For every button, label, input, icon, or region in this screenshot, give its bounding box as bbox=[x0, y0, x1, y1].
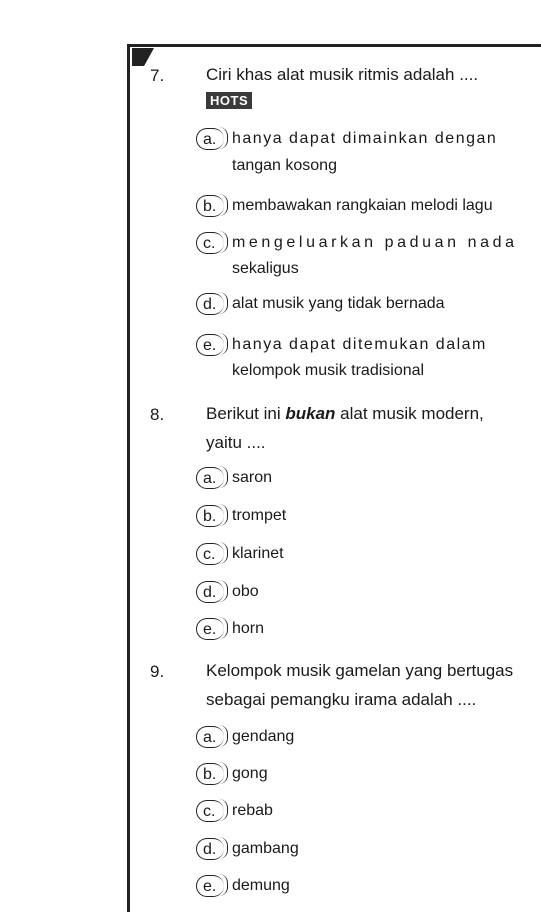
option-7c-text-cont: sekaligus bbox=[232, 260, 299, 277]
option-8d-badge[interactable]: d. bbox=[196, 581, 224, 603]
option-9d-badge[interactable]: d. bbox=[196, 838, 224, 860]
option-7c-text: mengeluarkan paduan nada bbox=[232, 234, 518, 251]
option-9e-badge[interactable]: e. bbox=[196, 875, 224, 897]
option-7b-badge[interactable]: b. bbox=[196, 195, 224, 217]
question-7-text: Ciri khas alat musik ritmis adalah .... bbox=[206, 65, 479, 84]
option-7a-text: hanya dapat dimainkan dengan bbox=[232, 130, 498, 147]
option-7d-text: alat musik yang tidak bernada bbox=[232, 295, 445, 312]
option-8b-badge[interactable]: b. bbox=[196, 505, 224, 527]
option-9a-text: gendang bbox=[232, 728, 295, 745]
frame-border-left bbox=[127, 44, 130, 912]
option-7e-text: hanya dapat ditemukan dalam bbox=[232, 336, 487, 353]
option-9b-text: gong bbox=[232, 765, 268, 782]
option-9b-badge[interactable]: b. bbox=[196, 763, 224, 785]
frame-border-top bbox=[127, 44, 541, 47]
option-8e-text: horn bbox=[232, 620, 265, 637]
option-7a-text-cont: tangan kosong bbox=[232, 157, 337, 174]
option-7c-badge[interactable]: c. bbox=[196, 232, 224, 254]
hots-badge: HOTS bbox=[206, 92, 252, 109]
question-8-text bbox=[206, 399, 536, 429]
question-8-text-line2: yaitu .... bbox=[206, 433, 266, 452]
question-9-text: Kelompok musik gamelan yang bertugas bbox=[206, 661, 514, 680]
question-9-text-line2: sebagai pemangku irama adalah .... bbox=[206, 690, 477, 709]
question-8-text-before: Berikut ini bbox=[206, 404, 286, 423]
option-9a-badge[interactable]: a. bbox=[196, 726, 224, 748]
option-7e-text-cont: kelompok musik tradisional bbox=[232, 362, 425, 379]
question-9-number: 9. bbox=[150, 662, 165, 681]
option-9c-badge[interactable]: c. bbox=[196, 800, 224, 822]
option-8b-text: trompet bbox=[232, 507, 287, 524]
option-7d-badge[interactable]: d. bbox=[196, 293, 224, 315]
option-9d-text: gambang bbox=[232, 840, 299, 857]
question-8-text-after: alat musik modern, bbox=[335, 404, 484, 423]
corner-mark bbox=[132, 48, 154, 66]
option-7b-text: membawakan rangkaian melodi lagu bbox=[232, 197, 493, 214]
question-7-number: 7. bbox=[150, 66, 165, 85]
option-8e-badge[interactable]: e. bbox=[196, 618, 224, 640]
option-9c-text: rebab bbox=[232, 802, 273, 819]
option-7a-badge[interactable]: a. bbox=[196, 128, 224, 150]
option-8a-text: saron bbox=[232, 469, 273, 486]
question-8-emphasis: bukan bbox=[285, 404, 336, 423]
option-7e-badge[interactable]: e. bbox=[196, 334, 224, 356]
option-9e-text: demung bbox=[232, 877, 290, 894]
option-8d-text: obo bbox=[232, 583, 259, 600]
option-8c-badge[interactable]: c. bbox=[196, 543, 224, 565]
question-8-number: 8. bbox=[150, 405, 165, 424]
option-8c-text: klarinet bbox=[232, 545, 284, 562]
option-8a-badge[interactable]: a. bbox=[196, 467, 224, 489]
